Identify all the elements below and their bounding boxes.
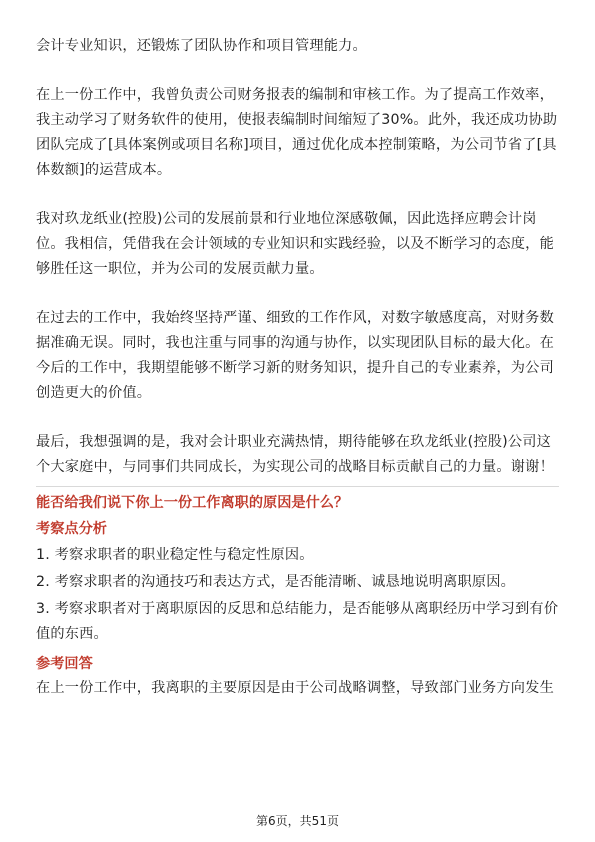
analysis-item-2: 2. 考察求职者的沟通技巧和表达方式，是否能清晰、诚恳地说明离职原因。 [36,574,516,590]
page-content [36,34,559,701]
analysis-item-1: 1. 考察求职者的职业稳定性与稳定性原因。 [36,547,314,563]
paragraph-3: 我对玖龙纸业(控股)公司的发展前景和行业地位深感敬佩，因此选择应聘会计岗位。我相信，凭借我在会计领域的专业知识和实践经验，以及不断学习的态度，能够胜任这一职位，并为公司的发展贡献力量。 [36,211,554,277]
paragraph-2: 在上一份工作中，我曾负责公司财务报表的编制和审核工作。为了提高工作效率，我主动学习了财务软件的使用，使报表编制时间缩短了30%。此外，我还成功协助团队完成了[具体案例或项目名称]项目，通过优化成本控制策略，为公司节省了[具体数额]的运营成本。 [36,87,558,178]
interview-question: 能否给我们说下你上一份工作离职的原因是什么？ [36,495,349,511]
analysis-title: 考察点分析 [36,521,107,537]
analysis-item-3: 3. 考察求职者对于离职原因的反思和总结能力，是否能够从离职经历中学习到有价值的东西。 [36,601,559,642]
reference-title: 参考回答 [36,656,93,672]
reference-answer: 在上一份工作中，我离职的主要原因是由于公司战略调整，导致部门业务方向发生 [36,680,554,696]
page-number: 第6页，共51页 [256,814,339,828]
section-divider [36,486,559,487]
paragraph-5: 最后，我想强调的是，我对会计职业充满热情，期待能够在玖龙纸业(控股)公司这个大家庭中，与同事们共同成长，为实现公司的战略目标贡献自己的力量。谢谢！ [36,434,554,475]
paragraph-1: 会计专业知识，还锻炼了团队协作和项目管理能力。 [36,38,367,54]
paragraph-4: 在过去的工作中，我始终坚持严谨、细致的工作作风，对数字敏感度高，对财务数据准确无误。同时，我也注重与同事的沟通与协作，以实现团队目标的最大化。在今后的工作中，我期望能够不断学习新的财务知识，提升自己的专业素养，为公司创造更大的价值。 [36,310,554,401]
